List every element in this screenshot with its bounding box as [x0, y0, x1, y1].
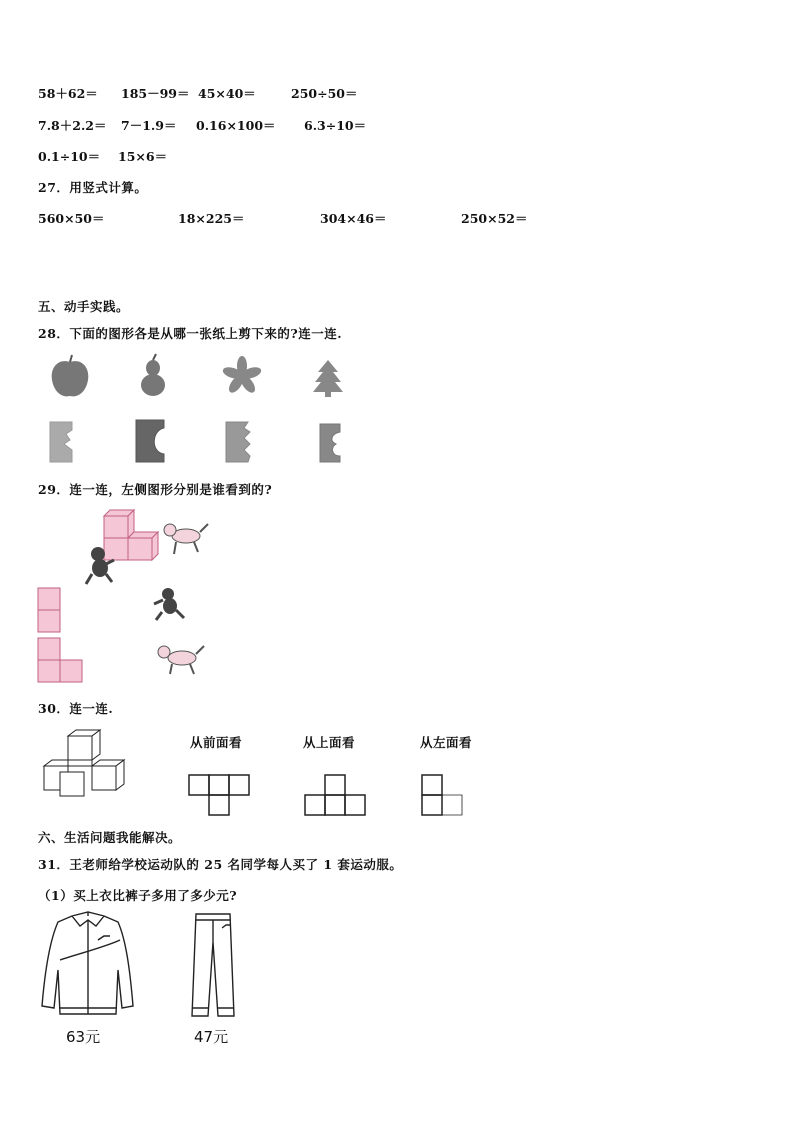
flower-cutout[interactable] — [221, 356, 262, 395]
calc-item: 0.16×100＝ — [196, 118, 276, 133]
question-29-title: 29．连一连，左侧图形分别是谁看到的? — [38, 482, 273, 497]
calc-item: 560×50＝ — [38, 211, 105, 226]
calc-item: 15×6＝ — [118, 149, 168, 164]
calc-item: 45×40＝ — [198, 86, 256, 101]
calc-item: 58＋62＝ — [38, 86, 98, 101]
question-31-sub1: （1）买上衣比裤子多用了多少元? — [38, 888, 238, 903]
dog-icon — [164, 524, 208, 554]
section-heading: 六、生活问题我能解决。 — [38, 830, 182, 845]
l-shape-view[interactable] — [422, 775, 462, 815]
cube-arrangement — [42, 728, 138, 800]
gourd-cutout[interactable] — [141, 354, 165, 396]
view-label-top: 从上面看 — [303, 735, 356, 750]
view-matching-figure — [36, 508, 216, 688]
t-shape-view[interactable] — [189, 775, 249, 815]
cutout-figures — [40, 352, 360, 472]
question-31-title: 31．王老师给学校运动队的 25 名同学每人买了 1 套运动服。 — [38, 857, 403, 872]
paper-sheet[interactable] — [320, 424, 340, 462]
calc-item: 18×225＝ — [178, 211, 245, 226]
view-label-left: 从左面看 — [420, 735, 473, 750]
inverted-t-view[interactable] — [305, 775, 365, 815]
pants-icon — [190, 912, 240, 1022]
calc-item: 250×52＝ — [461, 211, 528, 226]
calc-item: 185－99＝ — [121, 86, 190, 101]
jacket-icon — [38, 910, 136, 1022]
calc-item: 304×46＝ — [320, 211, 387, 226]
calc-item: 0.1÷10＝ — [38, 149, 101, 164]
side-view-l-shape[interactable] — [38, 638, 82, 682]
calc-item: 7－1.9＝ — [121, 118, 177, 133]
question-28-title: 28．下面的图形各是从哪一张纸上剪下来的?连一连. — [38, 326, 343, 341]
paper-sheet[interactable] — [226, 422, 250, 462]
pink-cube-stack — [104, 510, 158, 560]
monkey-icon[interactable] — [154, 588, 184, 620]
apple-cutout[interactable] — [52, 355, 89, 396]
calc-item: 6.3÷10＝ — [304, 118, 367, 133]
section-heading: 五、动手实践。 — [38, 299, 130, 314]
paper-sheet[interactable] — [136, 420, 164, 462]
front-view-2-stack[interactable] — [38, 588, 60, 632]
view-label-front: 从前面看 — [190, 735, 243, 750]
calc-item: 7.8＋2.2＝ — [38, 118, 107, 133]
pants-price: 47元 — [194, 1028, 229, 1046]
view-diagrams — [188, 774, 468, 820]
calc-item: 250÷50＝ — [291, 86, 358, 101]
jacket-price: 63元 — [66, 1028, 101, 1046]
paper-sheet[interactable] — [50, 422, 72, 462]
tree-cutout[interactable] — [313, 360, 343, 397]
question-27-title: 27．用竖式计算。 — [38, 180, 148, 195]
dog-icon[interactable] — [158, 646, 204, 674]
question-30-title: 30．连一连. — [38, 701, 114, 716]
